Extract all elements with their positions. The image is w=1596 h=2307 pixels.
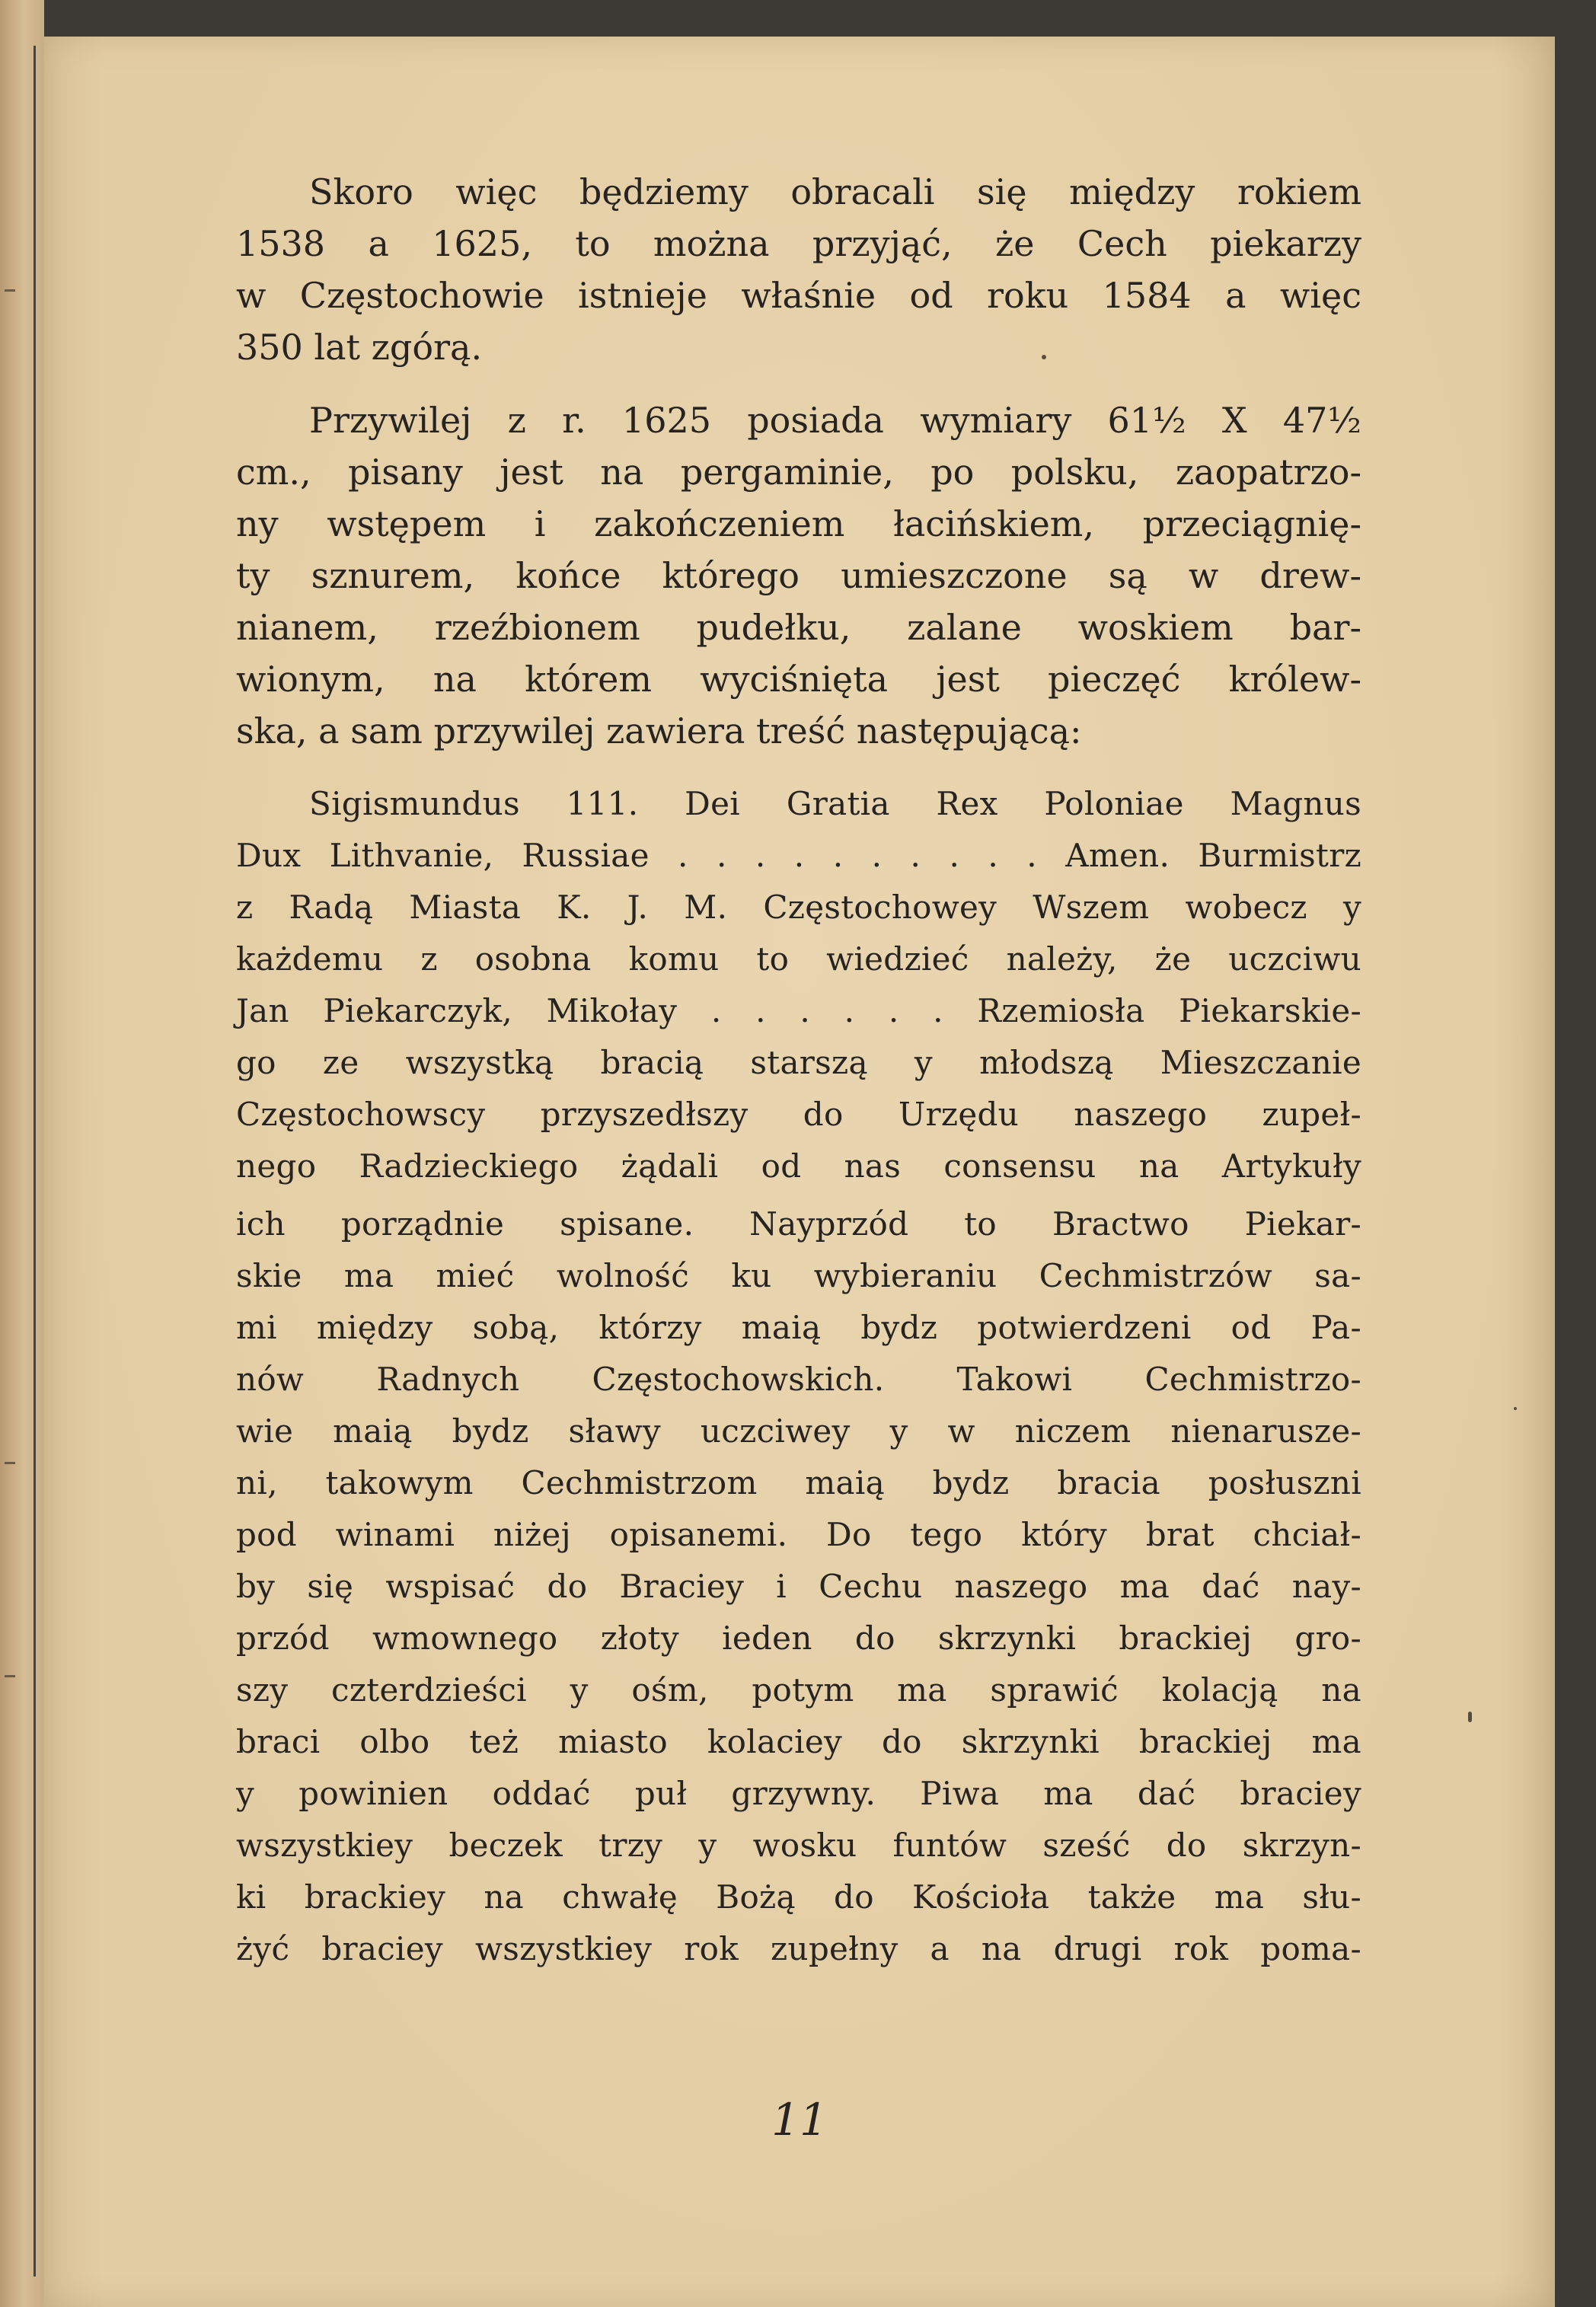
- text-line: ska, a sam przywilej zawiera treść następującą:: [236, 710, 1082, 751]
- text-line: szy czterdzieści y ośm, potym ma sprawić kolacją na: [236, 1671, 1361, 1709]
- text-line: ni, takowym Cechmistrzom maią bydz bracia posłuszni: [236, 1464, 1361, 1501]
- text-line: by się wspisać do Braciey i Cechu naszego ma dać nay-: [236, 1568, 1361, 1605]
- body-text: [236, 166, 1361, 1975]
- text-line: wszystkiey beczek trzy y wosku funtów sześć do skrzyn-: [236, 1827, 1361, 1864]
- text-line: Przywilej z r. 1625 posiada wymiary 61½ X 47½: [309, 400, 1361, 441]
- paper-speck: [1514, 1407, 1517, 1410]
- text-line: y powinien oddać puł grzywny. Piwa ma dać braciey: [236, 1775, 1361, 1812]
- text-line: Częstochowscy przyszedłszy do Urzędu naszego zupeł-: [236, 1096, 1361, 1133]
- text-line: 350 lat zgórą.: [236, 327, 483, 368]
- text-line: Dux Lithvanie, Russiae . . . . . . . . . . Amen. Burmistrz: [236, 837, 1361, 874]
- text-line: skie ma mieć wolność ku wybieraniu Cechmistrzów sa-: [236, 1257, 1361, 1294]
- text-line: ny wstępem i zakończeniem łacińskiem, przeciągnię-: [236, 503, 1361, 544]
- text-line: cm., pisany jest na pergaminie, po polsku, zaopatrzo-: [236, 452, 1361, 493]
- text-line: Skoro więc będziemy obracali się między rokiem: [309, 171, 1361, 212]
- text-line: z Radą Miasta K. J. M. Częstochowey Wszem wobecz y: [236, 889, 1361, 926]
- text-line: wie maią bydz sławy uczciwey y w niczem nienarusze-: [236, 1412, 1361, 1450]
- text-line: nego Radzieckiego żądali od nas consensu na Artykuły: [236, 1147, 1361, 1185]
- text-line: pod winami niżej opisanemi. Do tego który brat chciał-: [236, 1516, 1361, 1553]
- quoted-privilege-text: [236, 778, 1361, 1975]
- binding-thread-mark: [5, 289, 15, 292]
- binding-line: [34, 46, 36, 2277]
- binding-thread-mark: [5, 1675, 15, 1677]
- paragraph-intro: [236, 166, 1361, 373]
- paper-speck: [1468, 1712, 1472, 1722]
- text-line: wionym, na którem wyciśnięta jest pieczęć królew-: [236, 659, 1361, 700]
- page-number: 11: [771, 2094, 828, 2146]
- text-line: nów Radnych Częstochowskich. Takowi Cechmistrzo-: [236, 1361, 1361, 1398]
- text-line: Sigismundus 111. Dei Gratia Rex Poloniae Magnus: [309, 785, 1361, 822]
- text-line: go ze wszystką bracią starszą y młodszą Mieszczanie: [236, 1044, 1361, 1081]
- text-line: żyć braciey wszystkiey rok zupełny a na drugi rok poma-: [236, 1930, 1361, 1967]
- text-line: w Częstochowie istnieje właśnie od roku 1584 a więc: [236, 275, 1361, 316]
- text-line: przód wmownego złoty ieden do skrzynki brackiej gro-: [236, 1619, 1361, 1657]
- text-line: braci olbo też miasto kolaciey do skrzynki brackiej ma: [236, 1723, 1361, 1760]
- text-line: ki brackiey na chwałę Bożą do Kościoła także ma słu-: [236, 1878, 1361, 1916]
- text-line: mi między sobą, którzy maią bydz potwierdzeni od Pa-: [236, 1309, 1361, 1346]
- binding-thread-mark: [5, 1462, 15, 1464]
- text-line: ty sznurem, końce którego umieszczone są w drew-: [236, 555, 1361, 596]
- text-line: ich porządnie spisane. Nayprzód to Bractwo Piekar-: [236, 1205, 1361, 1243]
- text-line: 1538 a 1625, to można przyjąć, że Cech piekarzy: [236, 223, 1361, 264]
- text-line: Jan Piekarczyk, Mikołay . . . . . . Rzemiosła Piekarskie-: [236, 992, 1361, 1029]
- binding-gutter: [0, 0, 44, 2307]
- document-page: [44, 37, 1555, 2307]
- paragraph-privilege-description: [236, 394, 1361, 757]
- text-line: nianem, rzeźbionem pudełku, zalane woskiem bar-: [236, 607, 1361, 648]
- text-line: każdemu z osobna komu to wiedzieć należy, że uczciwu: [236, 940, 1361, 978]
